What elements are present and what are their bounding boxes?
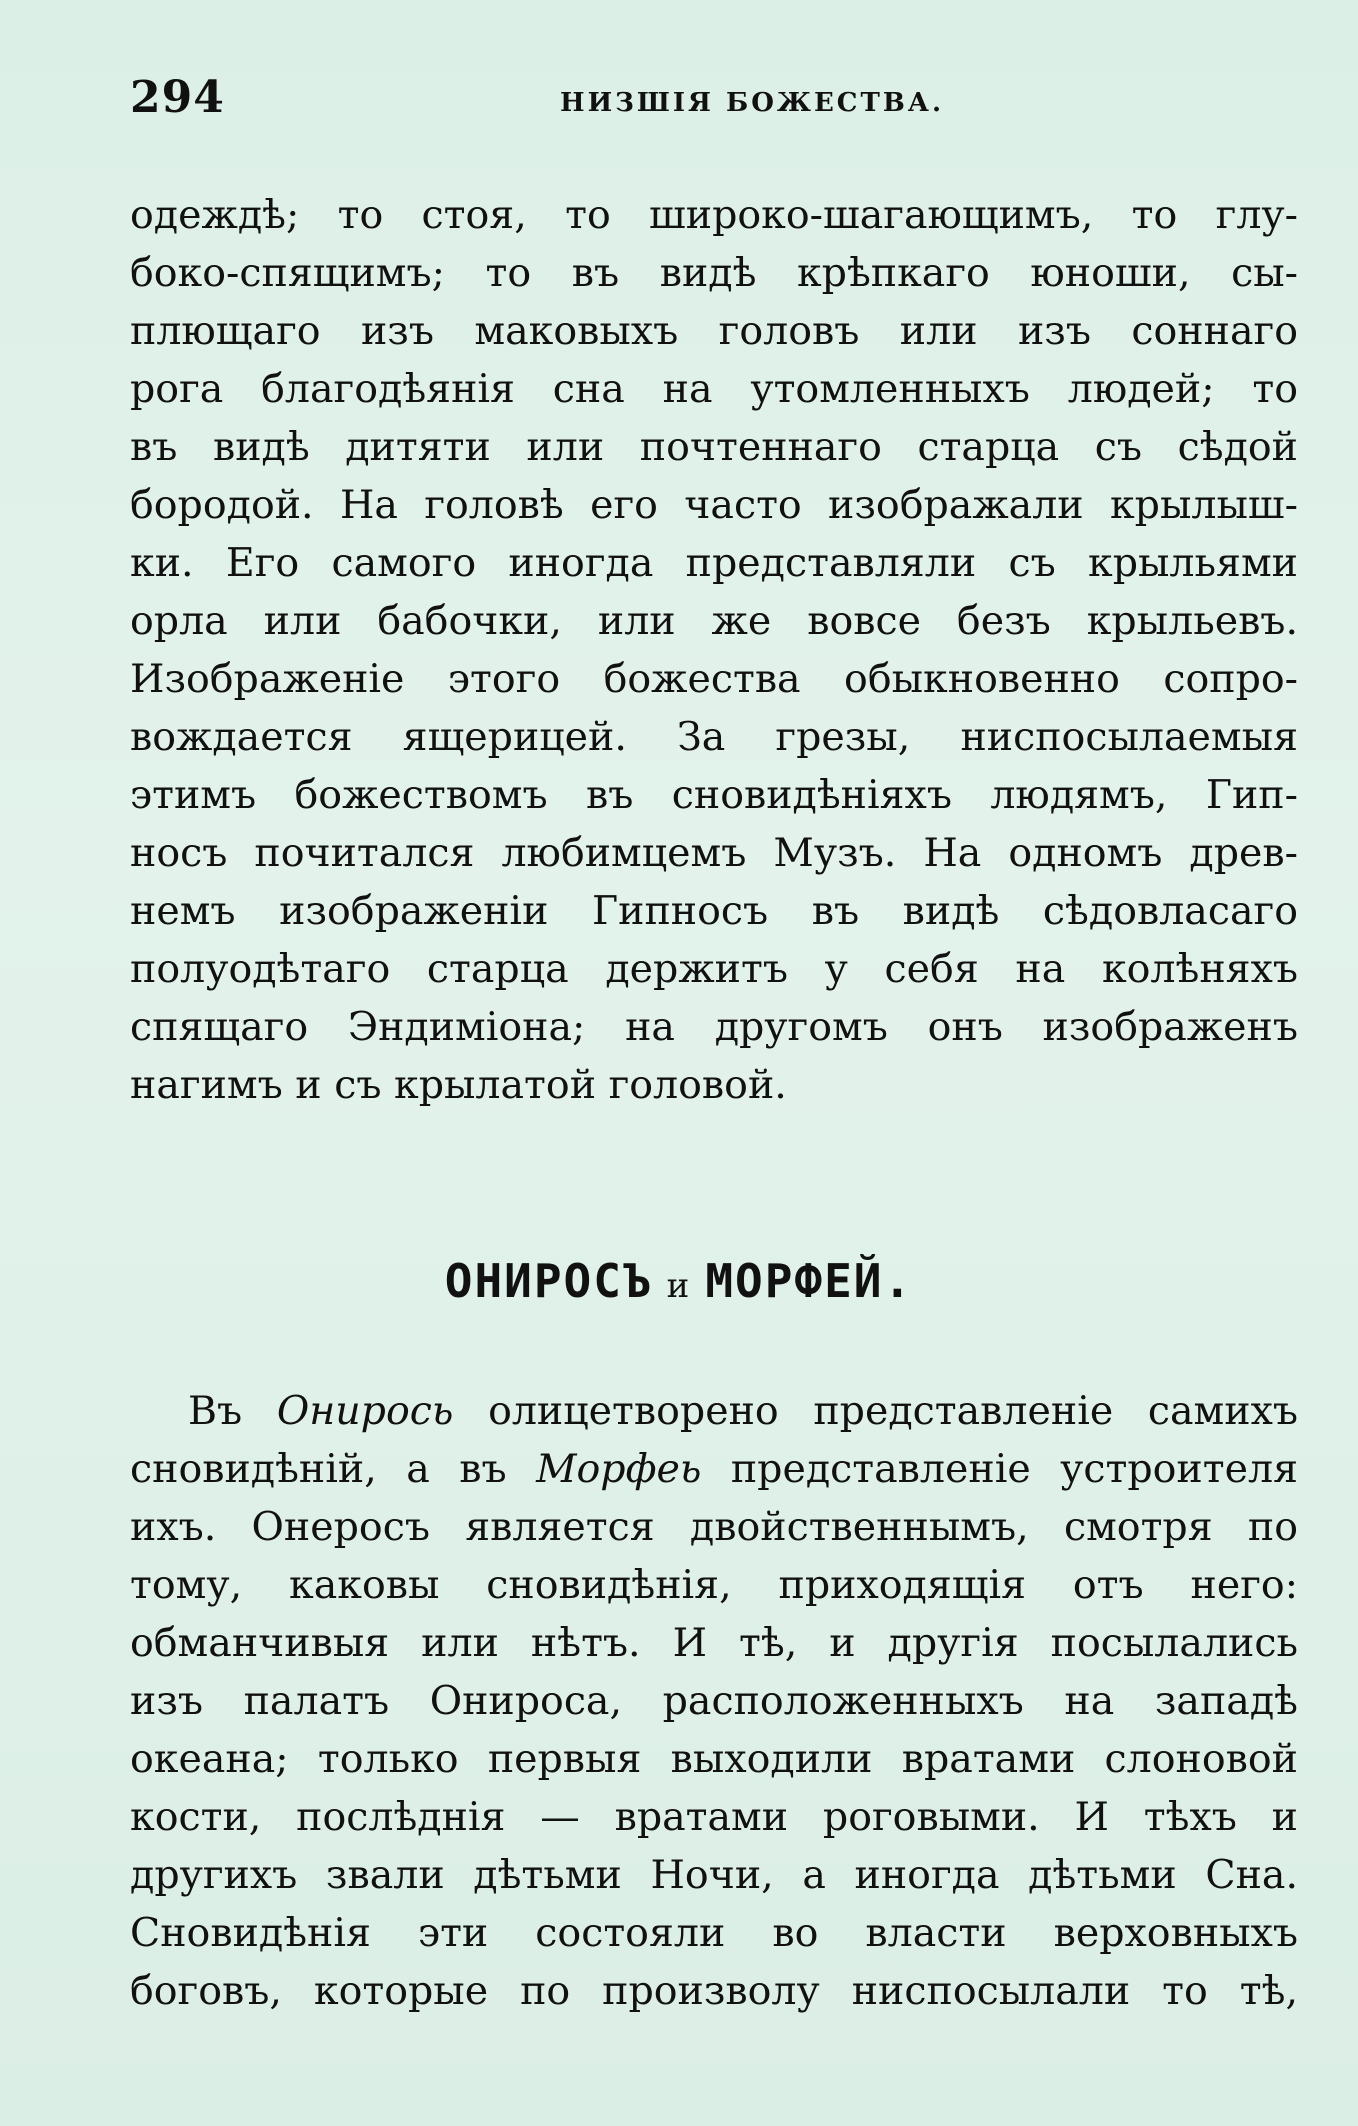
text-line: нагимъ и съ крылатой головой. (130, 1062, 787, 1108)
heading-right: МОРФЕЙ. (705, 1254, 914, 1308)
running-title: НИЗШІЯ БОЖЕСТВА. (560, 88, 945, 118)
text-line: Изображеніе этого божества обыкновенно сопро- (130, 656, 1298, 702)
text-line: орла или бабочки, или же вовсе безъ крыльевъ. (130, 598, 1298, 644)
text-line (130, 1440, 1298, 1498)
text-line: вождается ящерицей. За грезы, ниспосылаемыя (130, 714, 1298, 760)
italic-name: Морфеь (536, 1446, 702, 1492)
text-line: океана; только первыя выходили вратами слоновой (130, 1736, 1298, 1782)
text-line: другихъ звали дѣтьми Ночи, а иногда дѣтьми Сна. (130, 1852, 1298, 1898)
text-line: одеждѣ; то стоя, то широко-шагающимъ, то глу- (130, 192, 1298, 238)
text-line: спящаго Эндиміона; на другомъ онъ изображенъ (130, 1004, 1298, 1050)
paragraph-hypnos (130, 186, 1298, 1114)
heading-conjunction: и (666, 1266, 692, 1306)
text-line: немъ изображеніи Гипносъ въ видѣ сѣдовласаго (130, 888, 1298, 934)
running-header (130, 72, 1300, 132)
text-line: боко-спящимъ; то въ видѣ крѣпкаго юноши, сы- (130, 250, 1298, 296)
text-line: Сновидѣнія эти состояли во власти верховныхъ (130, 1910, 1298, 1956)
word: Въ (188, 1388, 243, 1434)
text: представленіе устроителя (730, 1446, 1299, 1492)
text-line: изъ палатъ Онироса, расположенныхъ на западѣ (130, 1678, 1298, 1724)
text-line: въ видѣ дитяти или почтеннаго старца съ сѣдой (130, 424, 1298, 470)
text: олицетворено представленіе самихъ (488, 1388, 1299, 1434)
italic-name: Онирось (276, 1388, 454, 1434)
text-line: бородой. На головѣ его часто изображали крылыш- (130, 482, 1298, 528)
text-line: ки. Его самого иногда представляли съ крыльями (130, 540, 1298, 586)
page-number: 294 (130, 72, 225, 123)
section-heading (0, 1254, 1358, 1308)
text-line: ихъ. Онеросъ является двойственнымъ, смотря по (130, 1504, 1298, 1550)
text-line: этимъ божествомъ въ сновидѣніяхъ людямъ, Гип- (130, 772, 1298, 818)
text-line: носъ почитался любимцемъ Музъ. На одномъ древ- (130, 830, 1298, 876)
paragraph-oniros (130, 1382, 1298, 2020)
text-line: кости, послѣднія — вратами роговыми. И тѣхъ и (130, 1794, 1298, 1840)
text-line (130, 1382, 1298, 1440)
text-line: обманчивыя или нѣтъ. И тѣ, и другія посылались (130, 1620, 1298, 1666)
text-line: полуодѣтаго старца держитъ у себя на колѣняхъ (130, 946, 1298, 992)
heading-left: ОНИРОСЪ (444, 1254, 653, 1308)
text: сновидѣній, а въ (130, 1446, 507, 1492)
text-line: рога благодѣянія сна на утомленныхъ людей; то (130, 366, 1298, 412)
text-line: тому, каковы сновидѣнія, приходящія отъ него: (130, 1562, 1298, 1608)
text-line: боговъ, которые по произволу ниспосылали то тѣ, (130, 1968, 1298, 2014)
text-line: плющаго изъ маковыхъ головъ или изъ соннаго (130, 308, 1298, 354)
